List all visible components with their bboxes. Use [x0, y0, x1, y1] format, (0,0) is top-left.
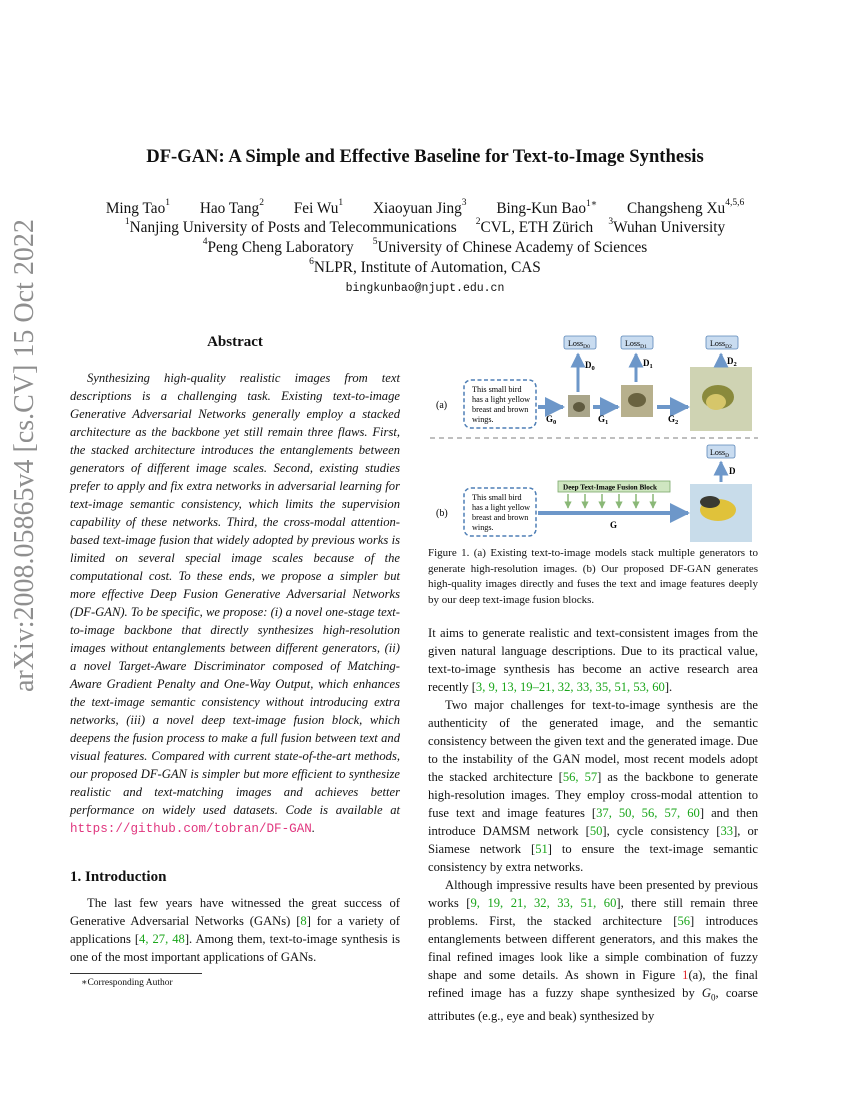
text-desc-line: has a light yellow	[472, 395, 530, 404]
discriminator-d0-label: $D_0$	[585, 360, 595, 372]
figure-label-a: (a)	[436, 400, 448, 411]
contact-email[interactable]: bingkunbao@njupt.edu.cn	[345, 282, 505, 295]
figure-label-b: (b)	[436, 508, 448, 519]
text-desc-line: wings.	[472, 523, 494, 532]
citation-link[interactable]: 4, 27, 48	[139, 932, 185, 946]
citation-link[interactable]: 56, 57	[562, 770, 598, 784]
citation-link[interactable]: 50	[589, 824, 603, 838]
right-column-body: It aims to generate realistic and text-consistent images from the given natural language descriptions. Due to its practical value, text-to-image synthesis has become an active research area recently [3, 9, 13, 19–21, 32, 33, 35, 51, 53, 60]. Two major challenges for text-to-image synthesis are the authenticity of the generated image, and the semantic consistency between the given text and the generated image. Due to the instability of the GAN model, most recent models adopt the stacked architecture [56, 57] as the backbone to generate high-resolution images. They employ cross-modal attention to fuse text and image features [37, 50, 56, 57, 60] and then introduce DAMSM network [50], cycle consistency [33], or Siamese network [51] to ensure the text-image semantic consistency by extra networks. Although impressive results have been presented by previous works [9, 19, 21, 32, 33, 51, 60], there still remain three problems. First, the stacked architecture [56] introduces entanglements between different generators, and this makes the final refined images look like a simple combination of fuzzy shape and some details. As shown in Figure 1(a), the final refined image has a fuzzy shape synthesized by $G_0$, coarse attributes (e.g., eye and beak) synthesized by	[428, 626, 759, 1023]
generator-g0-label: $G_0$	[546, 414, 557, 426]
citation-link[interactable]: 51	[535, 842, 548, 856]
affiliation-line-2: $^4$Peng Cheng Laboratory $^5$University of Chinese Academy of Sciences	[202, 237, 648, 256]
generator-g-label: G	[610, 520, 618, 530]
author: Bing-Kun Bao$^{1∗}$	[496, 199, 598, 217]
text-desc-line: This small bird	[472, 493, 522, 502]
citation-link[interactable]: 56	[677, 914, 691, 928]
citation-link[interactable]: 9, 19, 21, 32, 33, 51, 60	[470, 896, 617, 910]
author: Xiaoyuan Jing$^3$	[372, 198, 467, 217]
figure-ref-link[interactable]: 1	[682, 968, 689, 982]
section-heading-introduction: 1. Introduction	[70, 869, 167, 885]
text-desc-line: has a light yellow	[472, 503, 530, 512]
footnote-rule	[70, 973, 202, 974]
affiliation-line-3: $^6$NLPR, Institute of Automation, CAS	[309, 257, 541, 276]
discriminator-d2-label: $D_2$	[727, 356, 737, 368]
citation-link[interactable]: 33	[720, 824, 734, 838]
author: Hao Tang$^2$	[199, 198, 264, 217]
text-desc-line: breast and brown	[472, 405, 529, 414]
citation-link[interactable]: 37, 50, 56, 57, 60	[596, 806, 700, 820]
discriminator-d1-label: $D_1$	[643, 358, 653, 370]
citation-link[interactable]: 8	[300, 914, 307, 928]
loss-d1-label: Loss$_{D1}$	[625, 339, 647, 350]
footnote: ∗Corresponding Author	[81, 978, 173, 988]
arxiv-side-label: arXiv:2008.05865v4 [cs.CV] 15 Oct 2022	[9, 219, 40, 692]
text-desc-line: breast and brown	[472, 513, 529, 522]
author-list	[0, 200, 850, 218]
loss-d2-label: Loss$_{D2}$	[710, 339, 732, 350]
text-desc-line: wings.	[472, 415, 494, 424]
code-link[interactable]: https://github.com/tobran/DF-GAN	[70, 822, 312, 836]
loss-d0-label: Loss$_{D0}$	[568, 339, 590, 350]
text-desc-line: This small bird	[472, 385, 522, 394]
author: Ming Tao$^1$	[105, 198, 170, 217]
abstract-heading: Abstract	[207, 334, 263, 350]
introduction-body: The last few years have witnessed the great success of Generative Adversarial Networks (GANs) [8] for a variety of applications [4, 27, 48]. Among them, text-to-image synthesis is one of the most important applications of GANs.	[70, 896, 400, 964]
fusion-block-label: Deep Text-Image Fusion Block	[563, 483, 658, 492]
generator-g2-label: $G_2$	[668, 414, 679, 426]
citation-link[interactable]: 3, 9, 13, 19–21, 32, 33, 35, 51, 53, 60	[475, 680, 665, 694]
paper-title: DF-GAN: A Simple and Effective Baseline for Text-to-Image Synthesis	[146, 146, 704, 167]
discriminator-d-label: D	[729, 466, 736, 476]
generator-g1-label: $G_1$	[598, 414, 609, 426]
figure-1	[428, 332, 760, 542]
author: Fei Wu$^1$	[293, 198, 344, 217]
loss-d-label: Loss$_D$	[710, 448, 730, 459]
affiliation-line-1: $^1$Nanjing University of Posts and Telecommunications $^2$CVL, ETH Zürich $^3$Wuhan University	[124, 217, 726, 236]
figure-1-caption: Figure 1. (a) Existing text-to-image models stack multiple generators to generate high-resolution images. (b) Our proposed DF-GAN generates high-quality images directly and fuses the text and image features deeply by our deep text-image fusion blocks.	[428, 547, 758, 606]
author: Changsheng Xu$^{4,5,6}$	[627, 198, 745, 217]
abstract-body: Synthesizing high-quality realistic images from text descriptions is a challenging task. Existing text-to-image Generative Adversarial Networks generally employ a stacked architecture as the backbone yet still remain three flaws. First, the stacked architecture introduces the entanglements between generators of different image scales. Second, existing studies prefer to apply and fix extra networks in adversarial learning for text-image semantic consistency, which limits the supervision capability of these networks. Third, the cross-modal attention-based text-image fusion that widely adopted by previous works is limited on several special image scales because of the computational cost. To these ends, we propose a simpler but more effective Deep Fusion Generative Adversarial Networks (DF-GAN). To be specific, we propose: (i) a novel one-stage text-to-image backbone that directly synthesizes high-resolution images without entanglements between different generators, (ii) a novel Target-Aware Discriminator composed of Matching-Aware Gradient Penalty and One-Way Output, which enhances the text-image semantic consistency without introducing extra networks, (iii) a novel deep text-image fusion block, which deepens the fusion process to make a full fusion between text and visual features. Compared with current state-of-the-art methods, our proposed DF-GAN is simpler but more efficient to synthesize realistic and text-matching images and achieves better performance on widely used datasets. Code is available at https://github.com/tobran/DF-GAN.	[70, 371, 400, 836]
